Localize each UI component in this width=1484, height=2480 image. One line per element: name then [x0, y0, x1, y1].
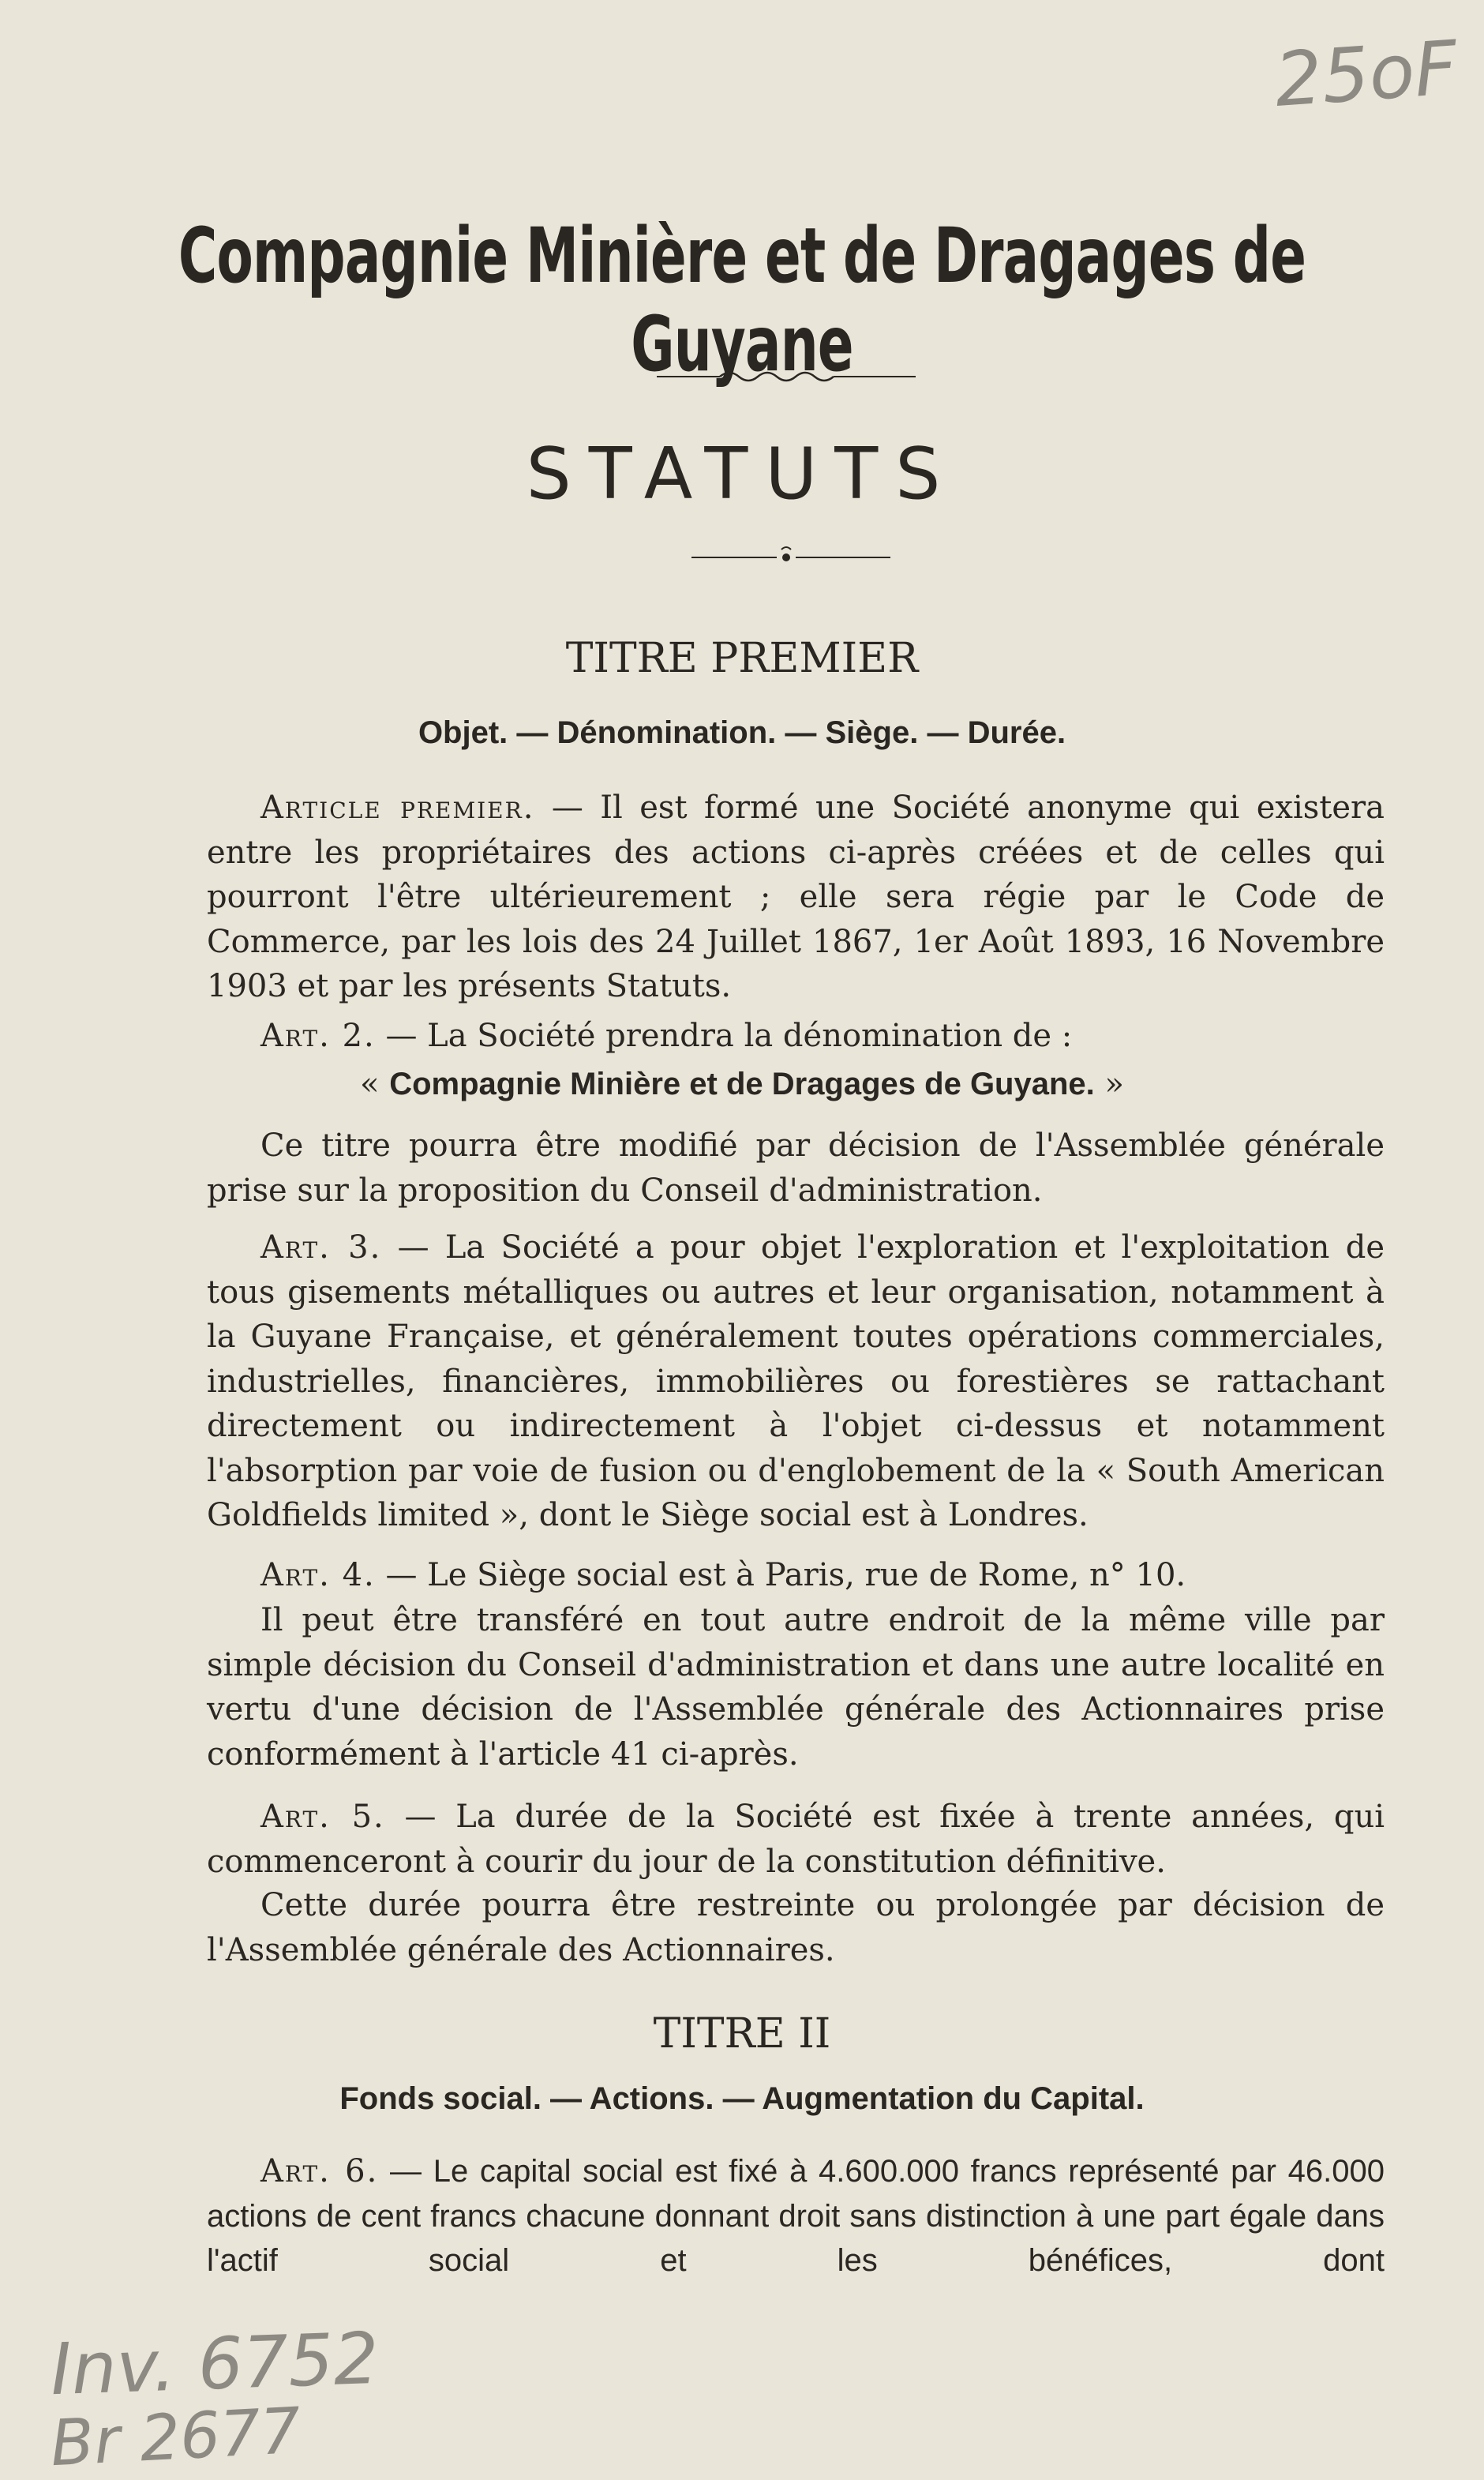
article-1-label: Article premier.: [260, 790, 535, 826]
article-5: [207, 1795, 1385, 1884]
article-2-label: Art. 2.: [260, 1018, 376, 1054]
article-4-continuation: Il peut être transféré en tout autre endroit de la même ville par simple décision du Conseil d'administration et dans une autre localité en vertu d'une décision de l'Assemblée générale des Actionnaires prise conformément à l'article 41 ci-après.: [207, 1602, 1385, 1773]
article-3-text: — La Société a pour objet l'exploration et l'exploitation de tous gisements métalliques ou autres et leur organisation, notamment à la Guyane Française, et généralement toutes opérations commerciales, industrielles, financières, immobilières ou forestières se rattachant directement ou indirectement à l'objet ci-dessus et notamment l'absorption par voie de fusion ou d'englobement de la « South American Goldfields limited », dont le Siège social est à Londres.: [207, 1229, 1385, 1533]
ornament-divider-small: [0, 545, 1484, 568]
quote-open: «: [360, 1066, 390, 1102]
article-6: [207, 2149, 1385, 2283]
titre-ii-heading: TITRE II: [653, 2010, 831, 2058]
handwritten-shelfmark: Br 2677: [48, 2393, 303, 2480]
titre-premier-heading: TITRE PREMIER: [565, 635, 919, 682]
article-4: [207, 1553, 1385, 1598]
company-name-banner: [0, 1066, 1484, 1102]
article-6-label: Art. 6.: [260, 2153, 379, 2189]
company-title: Compagnie Minière et de Dragages de Guyane: [178, 212, 1306, 388]
article-1-text: — Il est formé une Société anonyme qui existera entre les propriétaires des actions ci-après créées et de celles qui pourront l'être ultérieurement ; elle sera régie par le Code de Commerce, par les lois des 24 Juillet 1867, 1er Août 1893, 16 Novembre 1903 et par les présents Statuts.: [207, 790, 1385, 1004]
quote-close: »: [1094, 1066, 1124, 1102]
article-2: [207, 1014, 1385, 1059]
statuts-heading: STATUTS: [526, 433, 958, 516]
article-3-label: Art. 3.: [260, 1229, 382, 1266]
article-6-text: — Le capital social est fixé à 4.600.000 francs représenté par 46.000 actions de cent francs chacune donnant droit sans distinction à une part égale dans l'actif social et les bénéfices, dont: [207, 2154, 1385, 2278]
article-4-text: — Le Siège social est à Paris, rue de Rome, n° 10.: [375, 1557, 1186, 1593]
article-2-continuation: Ce titre pourra être modifié par décision de l'Assemblée générale prise sur la proposition du Conseil d'administration.: [207, 1127, 1385, 1209]
article-5-text: — La durée de la Société est fixée à trente années, qui commenceront à courir du jour de la constitution définitive.: [207, 1799, 1385, 1880]
article-2-text: — La Société prendra la dénomination de :: [375, 1018, 1073, 1054]
article-5-label: Art. 5.: [260, 1799, 385, 1835]
titre-ii-subtitle: Fonds social. — Actions. — Augmentation du Capital.: [339, 2081, 1145, 2116]
article-4-label: Art. 4.: [260, 1557, 376, 1593]
article-3: [207, 1225, 1385, 1538]
titre-premier-subtitle: Objet. — Dénomination. — Siège. — Durée.: [418, 715, 1066, 750]
article-5-continuation: Cette durée pourra être restreinte ou prolongée par décision de l'Assemblée générale des Actionnaires.: [207, 1887, 1385, 1968]
article-1: [207, 786, 1385, 1009]
company-name: Compagnie Minière et de Dragages de Guyane.: [389, 1067, 1095, 1101]
handwritten-price-note: 25oF: [1272, 25, 1460, 124]
ornament-divider-top: [0, 365, 1484, 388]
handwritten-inventory-number: Inv. 6752: [49, 2317, 380, 2412]
